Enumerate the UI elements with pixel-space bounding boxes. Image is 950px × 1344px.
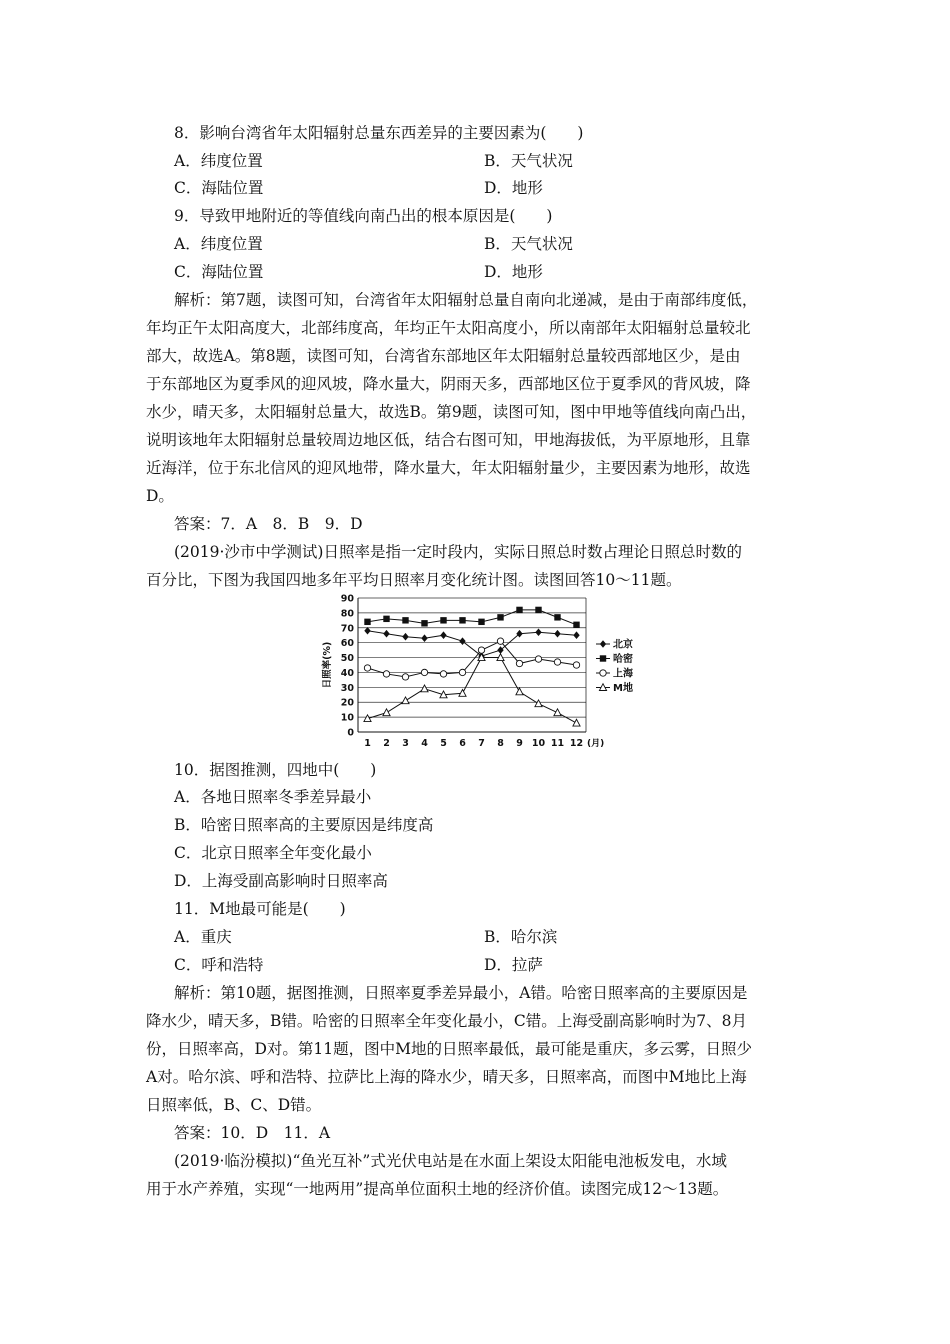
data-point [497,638,503,644]
data-point [402,617,408,623]
analysis1-line: 近海洋，位于东北信风的迎风地带，降水量大，年太阳辐射量少，主要因素为地形，故选 [146,459,751,477]
analysis1-line: 水少，晴天多，太阳辐射总量大，故选B。第9题，读图可知，图中甲地等值线向南凸出， [146,403,757,421]
analysis2-line: 降水少，晴天多，B错。哈密的日照率全年变化最小，C错。上海受副高影响时为7、8月 [146,1012,747,1030]
legend-label: 北京 [613,639,633,651]
q8-option-d: D．地形 [484,179,543,197]
data-point [573,662,579,668]
x-unit-label: (月) [587,739,605,749]
data-point [535,607,541,613]
answer2: 答案：10．D 11．A [174,1124,331,1142]
data-point [383,671,389,677]
analysis1-line: 于东部地区为夏季风的迎风坡，降水量大，阴雨天多，西部地区位于夏季风的背风坡，降 [146,375,751,393]
data-point [383,630,389,638]
legend-marker [600,670,606,676]
q10-option-d: D．上海受副高影响时日照率高 [174,872,388,890]
q8-option-c: C．海陆位置 [174,179,264,197]
q8-option-a: A．纬度位置 [174,152,263,170]
q9-option-a: A．纬度位置 [174,235,263,253]
data-point [535,656,541,662]
analysis2-line: 日照率低，B、C、D错。 [146,1096,322,1114]
data-point [573,631,579,639]
data-point [421,620,427,626]
analysis1-line: 解析：第7题，读图可知，台湾省年太阳辐射总量自南向北递减，是由于南部纬度低， [174,291,758,309]
analysis1-line: 部大，故选A。第8题，读图可知，台湾省东部地区年太阳辐射总量较西部地区少，是由 [146,347,741,365]
data-point [440,617,446,623]
series-line-3 [368,641,577,677]
legend-label: M地 [613,683,633,694]
answer1: 答案：7．A 8．B 9．D [174,515,363,533]
data-point [459,689,466,696]
x-tick-label: 6 [459,738,466,749]
x-tick-label: 11 [550,738,565,749]
data-point [383,709,390,716]
legend-label: 哈密 [613,654,633,665]
data-point [459,617,465,623]
x-tick-label: 1 [364,738,371,749]
data-point [478,619,484,625]
data-point [364,665,370,671]
intro2-line: 百分比，下图为我国四地多年平均日照率月变化统计图。读图回答10～11题。 [146,571,682,589]
analysis1-line: 年均正午太阳高度大，北部纬度高，年均正午太阳高度小，所以南部年太阳辐射总量较北 [146,319,751,337]
data-point [402,633,408,641]
q9-option-b: B．天气状况 [484,235,573,253]
series-line-4 [368,658,577,724]
intro3-line: 用于水产养殖，实现“一地两用”提高单位面积土地的经济价值。读图完成12～13题。 [146,1180,729,1198]
analysis2-line: 解析：第10题，据图推测，日照率夏季差异最小，A错。哈密日照率高的主要原因是 [174,984,748,1002]
q10-option-b: B．哈密日照率高的主要原因是纬度高 [174,816,434,834]
data-point [364,619,370,625]
data-point [421,669,427,675]
x-tick-label: 4 [421,738,428,749]
legend-label: 上海 [613,668,633,680]
legend-marker [600,655,606,661]
y-tick-label: 40 [340,667,354,679]
q8-stem: 8．影响台湾省年太阳辐射总量东西差异的主要因素为( ) [174,124,584,142]
data-point [497,646,503,654]
x-tick-label: 12 [569,738,584,749]
y-tick-label: 80 [340,608,354,620]
y-axis-label: 日照率(%) [322,641,333,689]
data-point [554,709,561,716]
q11-option-d: D．拉萨 [484,956,543,974]
sunshine-rate-chart [318,592,640,752]
x-tick-label: 2 [383,738,390,749]
q11-stem: 11．M地最可能是( ) [174,900,346,918]
data-point [535,700,542,707]
analysis1-line: 说明该地年太阳辐射总量较周边地区低，结合右图可知，甲地海拔低，为平原地形，且靠 [146,431,751,449]
data-point [402,697,409,704]
q11-option-a: A．重庆 [174,928,232,946]
data-point [421,685,428,692]
data-point [402,674,408,680]
data-point [478,647,484,653]
y-tick-label: 50 [340,653,354,665]
data-point [516,660,522,666]
y-tick-label: 70 [340,623,354,635]
y-tick-label: 10 [340,712,354,724]
q9-option-d: D．地形 [484,263,543,281]
x-tick-label: 5 [440,738,447,749]
q10-option-c: C．北京日照率全年变化最小 [174,844,372,862]
data-point [535,628,541,636]
q10-option-a: A．各地日照率冬季差异最小 [174,788,372,806]
series-line-1 [368,631,577,656]
x-tick-label: 7 [478,738,485,749]
x-tick-label: 3 [402,738,409,749]
data-point [554,659,560,665]
intro2-line: (2019·沙市中学测试)日照率是指一定时段内，实际日照总时数占理论日照总时数的 [174,543,742,561]
data-point [421,634,427,642]
analysis2-line: 份，日照率高，D对。第11题，图中M地的日照率最低，最可能是重庆，多云雾，日照少 [146,1040,753,1058]
data-point [383,616,389,622]
data-point [573,622,579,628]
data-point [516,607,522,613]
y-tick-label: 0 [347,727,354,739]
analysis2-line: A对。哈尔滨、呼和浩特、拉萨比上海的降水少，晴天多，日照率高，而图中M地比上海 [146,1068,747,1086]
x-tick-label: 10 [531,738,546,749]
y-tick-label: 20 [340,697,354,709]
y-tick-label: 90 [340,593,354,605]
q10-stem: 10．据图推测，四地中( ) [174,761,377,779]
data-point [459,637,465,645]
series-line-2 [368,610,577,625]
legend-marker [600,640,606,648]
y-tick-label: 60 [340,638,354,650]
q9-option-c: C．海陆位置 [174,263,264,281]
y-tick-label: 30 [340,682,354,694]
data-point [516,630,522,638]
data-point [573,719,580,726]
q8-option-b: B．天气状况 [484,152,573,170]
analysis1-line: D。 [146,487,174,505]
q9-stem: 9．导致甲地附近的等值线向南凸出的根本原因是( ) [174,207,553,225]
q11-option-c: C．呼和浩特 [174,956,264,974]
x-tick-label: 9 [516,738,523,749]
data-point [554,614,560,620]
data-point [459,669,465,675]
intro3-line: (2019·临汾模拟)“鱼光互补”式光伏电站是在水面上架设太阳能电池板发电，水域 [174,1152,727,1170]
x-tick-label: 8 [497,738,504,749]
data-point [440,631,446,639]
data-point [516,688,523,695]
data-point [554,630,560,638]
data-point [440,671,446,677]
q11-option-b: B．哈尔滨 [484,928,558,946]
data-point [497,614,503,620]
